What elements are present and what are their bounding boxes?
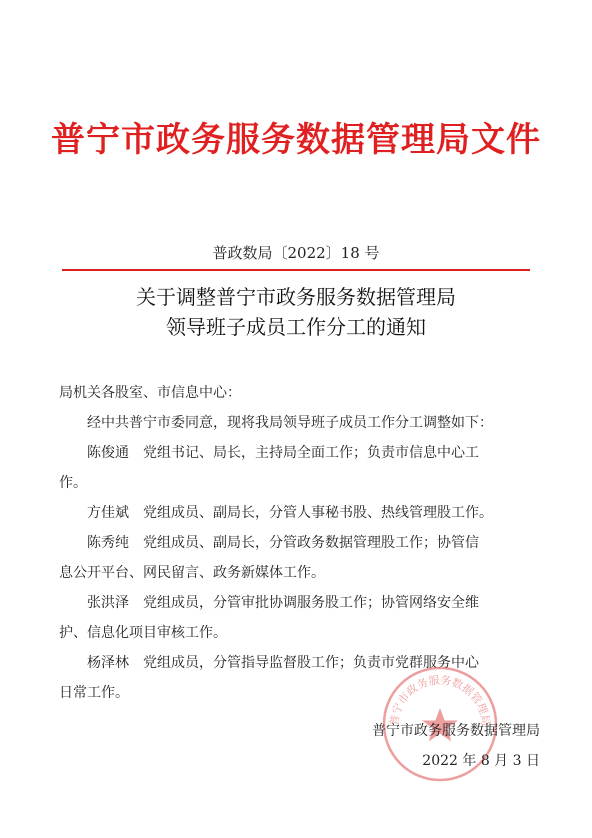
document-title-line-2: 领导班子成员工作分工的通知 — [166, 315, 426, 339]
signature-organization: 普宁市政务服务数据管理局 — [372, 723, 540, 739]
member-paragraph — [59, 528, 539, 558]
document-title-line-1: 关于调整普宁市政务服务数据管理局 — [136, 285, 456, 309]
salutation: 局机关各股室、市信息中心： — [59, 385, 241, 401]
member-paragraph-continuation: 作。 — [59, 475, 87, 491]
member-duties: 党组成员、副局长，分管政务数据管理股工作；协管信 — [143, 535, 479, 551]
red-divider — [62, 269, 530, 271]
member-paragraph — [59, 438, 539, 468]
member-duties: 党组成员，分管审批协调服务股工作；协管网络安全维 — [143, 595, 479, 611]
signature-date: 2022 年 8 月 3 日 — [422, 753, 540, 769]
member-paragraph-continuation: 息公开平台、网民留言、政务新媒体工作。 — [59, 565, 325, 581]
member-paragraph — [59, 588, 539, 618]
intro-paragraph: 经中共普宁市委同意，现将我局领导班子成员工作分工调整如下： — [87, 415, 493, 431]
member-name: 陈俊通 — [87, 445, 129, 461]
member-paragraph — [59, 498, 539, 528]
member-name: 陈秀纯 — [87, 535, 129, 551]
member-paragraph-continuation: 日常工作。 — [59, 685, 129, 701]
seal-text: 普宁市政务服务数据管理局 — [387, 673, 493, 727]
member-duties: 党组成员，分管指导监督股工作；负责市党群服务中心 — [143, 655, 479, 671]
member-duties: 党组成员、副局长，分管人事秘书股、热线管理股工作。 — [143, 505, 493, 521]
member-name: 杨泽林 — [87, 655, 129, 671]
member-name: 张洪泽 — [87, 595, 129, 611]
member-duties: 党组书记、局长，主持局全面工作；负责市信息中心工 — [143, 445, 479, 461]
header-title: 普宁市政务服务数据管理局文件 — [51, 120, 541, 160]
signature-block — [330, 716, 540, 776]
document-number: 普政数局〔2022〕18 号 — [212, 244, 380, 262]
member-name: 方佳斌 — [87, 505, 129, 521]
member-paragraph-continuation: 护、信息化项目审核工作。 — [59, 625, 227, 641]
document-body — [59, 378, 539, 708]
document-title — [0, 282, 592, 342]
